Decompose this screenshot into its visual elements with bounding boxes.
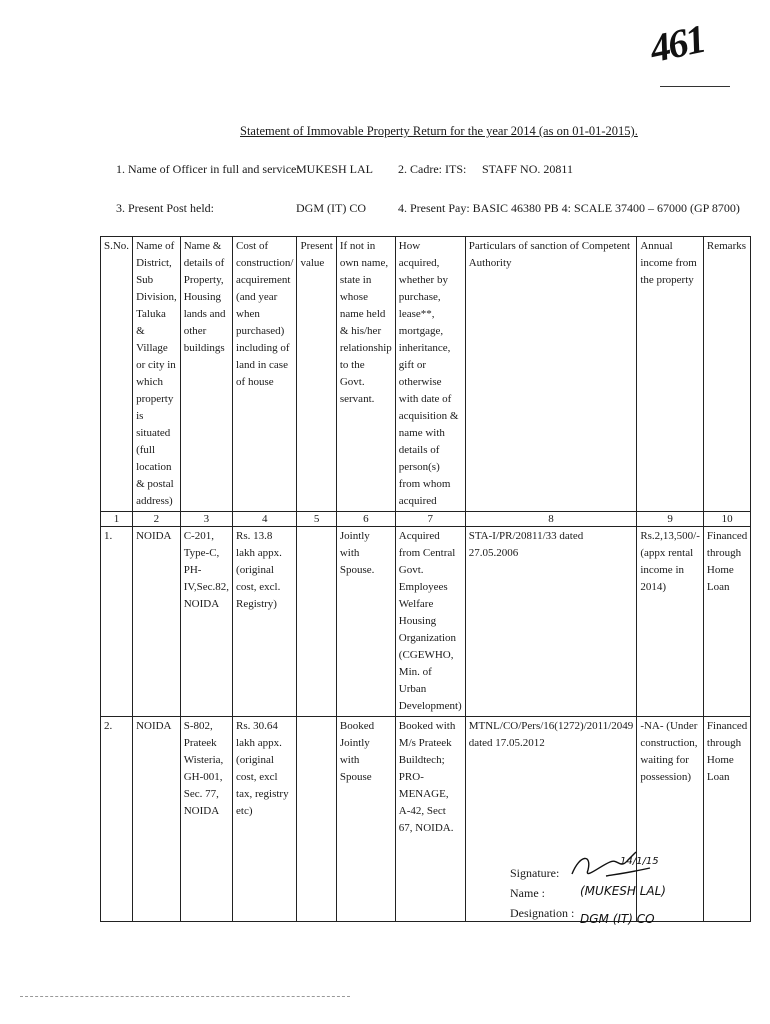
col-number: 3	[180, 512, 232, 527]
signature-label: Signature:	[510, 866, 560, 880]
header-cell: Annual income from the property	[637, 237, 704, 512]
col-number: 8	[465, 512, 637, 527]
cell-district: NOIDA	[133, 527, 181, 717]
header-cell: Particulars of sanction of Competent Authority	[465, 237, 637, 512]
cell-sanction: STA-I/PR/20811/33 dated 27.05.2006	[465, 527, 637, 717]
handwritten-designation: DGM (IT) CO	[580, 912, 655, 926]
cell-income: -NA- (Under construction, waiting for possession)	[637, 717, 704, 922]
col-number: 9	[637, 512, 704, 527]
cell-sno: 2.	[101, 717, 133, 922]
column-number-row	[101, 512, 751, 527]
page-title: Statement of Immovable Property Return for the year 2014 (as on 01-01-2015).	[240, 124, 638, 138]
cell-income: Rs.2,13,500/- (appx rental income in 2014)	[637, 527, 704, 717]
header-cell: S.No.	[101, 237, 133, 512]
col-number: 1	[101, 512, 133, 527]
header-cell: If not in own name, state in whose name held & his/her relationship to the Govt. servant.	[336, 237, 395, 512]
handwritten-date: 14/1/15	[620, 856, 659, 867]
col-number: 6	[336, 512, 395, 527]
scan-artifact-line	[20, 996, 350, 997]
officer-name-value: MUKESH LAL	[296, 162, 373, 176]
table-header-row	[101, 237, 751, 512]
header-cell: Remarks	[703, 237, 750, 512]
cell-name-held: Booked Jointly with Spouse	[336, 717, 395, 922]
cell-present-value	[297, 527, 336, 717]
cell-remarks: Financed through Home Loan	[703, 527, 750, 717]
cell-cost: Rs. 13.8 lakh appx. (original cost, excl. Registry)	[233, 527, 297, 717]
cell-property: S-802, Prateek Wisteria, GH-001, Sec. 77, NOIDA	[180, 717, 232, 922]
header-cell: Name of District, Sub Division, Taluka & Village or city in which property is situated (full location & postal address)	[133, 237, 181, 512]
cell-name-held: Jointly with Spouse.	[336, 527, 395, 717]
cell-sanction: MTNL/CO/Pers/16(1272)/2011/2049 dated 17.05.2012	[465, 717, 637, 922]
cell-cost: Rs. 30.64 lakh appx. (original cost, excl tax, registry etc)	[233, 717, 297, 922]
col-number: 10	[703, 512, 750, 527]
col-number: 4	[233, 512, 297, 527]
header-cell: Cost of construction/ acquirement (and year when purchased) including of land in case of house	[233, 237, 297, 512]
page-number-handwritten: 461	[645, 15, 709, 72]
property-table	[100, 236, 751, 922]
present-pay: 4. Present Pay: BASIC 46380 PB 4: SCALE 37400 – 67000 (GP 8700)	[398, 201, 740, 215]
page-number-underline	[660, 86, 730, 87]
designation-label: Designation :	[510, 906, 575, 920]
cell-remarks: Financed through Home Loan	[703, 717, 750, 922]
cell-sno: 1.	[101, 527, 133, 717]
cell-present-value	[297, 717, 336, 922]
col-number: 7	[395, 512, 465, 527]
cell-district: NOIDA	[133, 717, 181, 922]
header-cell: How acquired, whether by purchase, lease**, mortgage, inheritance, gift or otherwise with date of acquisition & name with details of person(s) from whom acquired	[395, 237, 465, 512]
cadre-value: STAFF NO. 20811	[482, 162, 573, 176]
header-cell: Present value	[297, 237, 336, 512]
cell-how-acquired: Booked with M/s Prateek Buildtech; PRO-MENAGE, A-42, Sect 67, NOIDA.	[395, 717, 465, 922]
name-label: Name :	[510, 886, 545, 900]
cadre-label: 2. Cadre: ITS:	[398, 162, 467, 176]
officer-name-label: 1. Name of Officer in full and service:	[116, 162, 300, 176]
handwritten-name: (MUKESH LAL)	[580, 884, 666, 898]
table-row	[101, 527, 751, 717]
header-cell: Name & details of Property, Housing lands and other buildings	[180, 237, 232, 512]
present-post-label: 3. Present Post held:	[116, 201, 214, 215]
col-number: 2	[133, 512, 181, 527]
cell-how-acquired: Acquired from Central Govt. Employees Welfare Housing Organization (CGEWHO, Min. of Urban Development)	[395, 527, 465, 717]
cell-property: C-201, Type-C, PH-IV,Sec.82, NOIDA	[180, 527, 232, 717]
present-post-value: DGM (IT) CO	[296, 201, 366, 215]
col-number: 5	[297, 512, 336, 527]
